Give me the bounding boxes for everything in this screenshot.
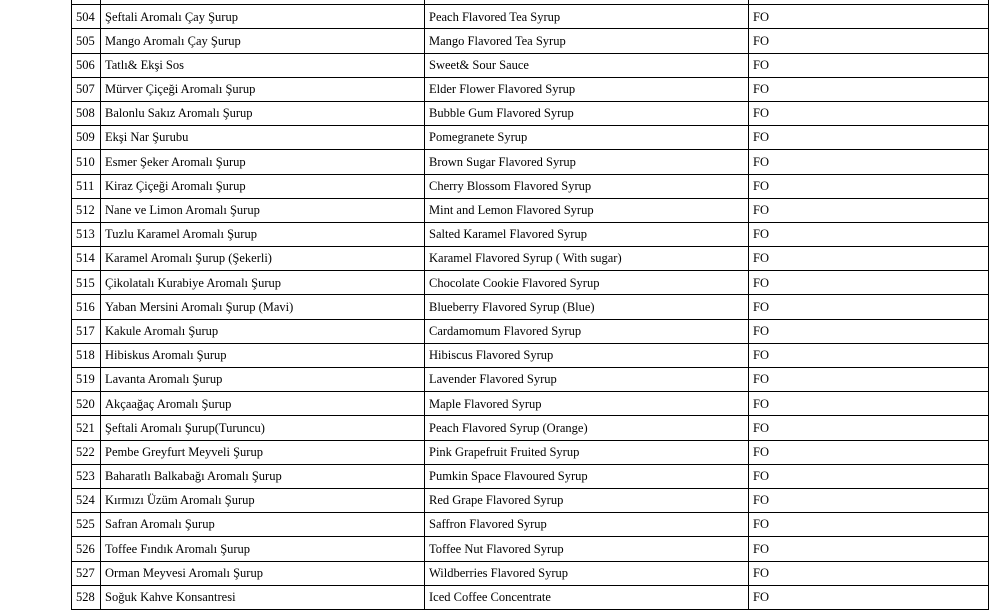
code-cell: FO (749, 488, 989, 512)
turkish-name-cell: Safran Aromalı Şurup (101, 513, 425, 537)
table-row (72, 488, 989, 512)
row-number-cell: 509 (72, 126, 101, 150)
turkish-name-cell: Pembe Greyfurt Meyveli Şurup (101, 440, 425, 464)
code-cell: FO (749, 29, 989, 53)
table-row (72, 53, 989, 77)
english-name-cell: Maple Flavored Syrup (425, 392, 749, 416)
english-name-cell: Sweet& Sour Sauce (425, 53, 749, 77)
english-name-cell: Mint and Lemon Flavored Syrup (425, 198, 749, 222)
english-name-cell: Saffron Flavored Syrup (425, 513, 749, 537)
row-number-cell: 512 (72, 198, 101, 222)
row-number-cell: 504 (72, 5, 101, 29)
table-row (72, 368, 989, 392)
row-number-cell: 527 (72, 561, 101, 585)
code-cell: FO (749, 343, 989, 367)
row-number-cell: 520 (72, 392, 101, 416)
table-row (72, 174, 989, 198)
table-row (72, 29, 989, 53)
row-number-cell: 517 (72, 319, 101, 343)
code-cell: FO (749, 5, 989, 29)
row-number-cell: 506 (72, 53, 101, 77)
code-cell: FO (749, 101, 989, 125)
english-name-cell: Bubble Gum Flavored Syrup (425, 101, 749, 125)
turkish-name-cell: Balonlu Sakız Aromalı Şurup (101, 101, 425, 125)
table-row (72, 464, 989, 488)
code-cell: FO (749, 464, 989, 488)
table-row (72, 198, 989, 222)
table-row (72, 126, 989, 150)
table-row (72, 77, 989, 101)
english-name-cell: Karamel Flavored Syrup ( With sugar) (425, 247, 749, 271)
english-name-cell: Pomegranete Syrup (425, 126, 749, 150)
turkish-name-cell: Kakule Aromalı Şurup (101, 319, 425, 343)
english-name-cell: Blueberry Flavored Syrup (Blue) (425, 295, 749, 319)
row-number-cell: 515 (72, 271, 101, 295)
code-cell: FO (749, 77, 989, 101)
table-row (72, 247, 989, 271)
row-number-cell: 511 (72, 174, 101, 198)
code-cell: FO (749, 416, 989, 440)
row-number-cell: 528 (72, 585, 101, 609)
turkish-name-cell: Tatlı& Ekşi Sos (101, 53, 425, 77)
code-cell: FO (749, 513, 989, 537)
code-cell: FO (749, 174, 989, 198)
english-name-cell: Wildberries Flavored Syrup (425, 561, 749, 585)
code-cell: FO (749, 126, 989, 150)
product-table (71, 0, 989, 610)
table-row (72, 222, 989, 246)
code-cell: FO (749, 271, 989, 295)
row-number-cell: 525 (72, 513, 101, 537)
code-cell: FO (749, 368, 989, 392)
code-cell: FO (749, 247, 989, 271)
turkish-name-cell: Nane ve Limon Aromalı Şurup (101, 198, 425, 222)
row-number-cell: 510 (72, 150, 101, 174)
code-cell: FO (749, 53, 989, 77)
table-row (72, 513, 989, 537)
table-row (72, 561, 989, 585)
row-number-cell: 524 (72, 488, 101, 512)
row-number-cell: 518 (72, 343, 101, 367)
row-number-cell: 526 (72, 537, 101, 561)
turkish-name-cell: Soğuk Kahve Konsantresi (101, 585, 425, 609)
row-number-cell: 507 (72, 77, 101, 101)
table-row (72, 343, 989, 367)
code-cell: FO (749, 585, 989, 609)
english-name-cell: Peach Flavored Syrup (Orange) (425, 416, 749, 440)
english-name-cell: Mango Flavored Tea Syrup (425, 29, 749, 53)
table-row (72, 416, 989, 440)
turkish-name-cell: Çikolatalı Kurabiye Aromalı Şurup (101, 271, 425, 295)
table-row (72, 319, 989, 343)
english-name-cell: Peach Flavored Tea Syrup (425, 5, 749, 29)
code-cell: FO (749, 222, 989, 246)
table-row (72, 101, 989, 125)
row-number-cell: 519 (72, 368, 101, 392)
english-name-cell: Brown Sugar Flavored Syrup (425, 150, 749, 174)
turkish-name-cell: Akçaağaç Aromalı Şurup (101, 392, 425, 416)
table-row (72, 271, 989, 295)
table-row (72, 150, 989, 174)
turkish-name-cell: Kiraz Çiçeği Aromalı Şurup (101, 174, 425, 198)
english-name-cell: Salted Karamel Flavored Syrup (425, 222, 749, 246)
table-row (72, 585, 989, 609)
row-number-cell: 513 (72, 222, 101, 246)
turkish-name-cell: Mürver Çiçeği Aromalı Şurup (101, 77, 425, 101)
table-row (72, 392, 989, 416)
turkish-name-cell: Esmer Şeker Aromalı Şurup (101, 150, 425, 174)
code-cell: FO (749, 561, 989, 585)
code-cell: FO (749, 537, 989, 561)
table-row (72, 5, 989, 29)
english-name-cell: Cherry Blossom Flavored Syrup (425, 174, 749, 198)
row-number-cell: 505 (72, 29, 101, 53)
turkish-name-cell: Şeftali Aromalı Çay Şurup (101, 5, 425, 29)
table-row (72, 537, 989, 561)
table-row (72, 295, 989, 319)
english-name-cell: Pink Grapefruit Fruited Syrup (425, 440, 749, 464)
code-cell: FO (749, 150, 989, 174)
english-name-cell: Iced Coffee Concentrate (425, 585, 749, 609)
code-cell: FO (749, 295, 989, 319)
row-number-cell: 522 (72, 440, 101, 464)
english-name-cell: Cardamomum Flavored Syrup (425, 319, 749, 343)
turkish-name-cell: Yaban Mersini Aromalı Şurup (Mavi) (101, 295, 425, 319)
turkish-name-cell: Mango Aromalı Çay Şurup (101, 29, 425, 53)
table-row (72, 440, 989, 464)
turkish-name-cell: Baharatlı Balkabağı Aromalı Şurup (101, 464, 425, 488)
turkish-name-cell: Lavanta Aromalı Şurup (101, 368, 425, 392)
row-number-cell: 516 (72, 295, 101, 319)
code-cell: FO (749, 198, 989, 222)
turkish-name-cell: Hibiskus Aromalı Şurup (101, 343, 425, 367)
english-name-cell: Pumkin Space Flavoured Syrup (425, 464, 749, 488)
english-name-cell: Chocolate Cookie Flavored Syrup (425, 271, 749, 295)
code-cell: FO (749, 319, 989, 343)
turkish-name-cell: Orman Meyvesi Aromalı Şurup (101, 561, 425, 585)
row-number-cell: 508 (72, 101, 101, 125)
row-number-cell: 521 (72, 416, 101, 440)
turkish-name-cell: Karamel Aromalı Şurup (Şekerli) (101, 247, 425, 271)
turkish-name-cell: Toffee Fındık Aromalı Şurup (101, 537, 425, 561)
row-number-cell: 514 (72, 247, 101, 271)
turkish-name-cell: Ekşi Nar Şurubu (101, 126, 425, 150)
english-name-cell: Elder Flower Flavored Syrup (425, 77, 749, 101)
english-name-cell: Red Grape Flavored Syrup (425, 488, 749, 512)
code-cell: FO (749, 440, 989, 464)
code-cell: FO (749, 392, 989, 416)
turkish-name-cell: Şeftali Aromalı Şurup(Turuncu) (101, 416, 425, 440)
table-body (72, 0, 989, 609)
english-name-cell: Lavender Flavored Syrup (425, 368, 749, 392)
turkish-name-cell: Tuzlu Karamel Aromalı Şurup (101, 222, 425, 246)
english-name-cell: Hibiscus Flavored Syrup (425, 343, 749, 367)
turkish-name-cell: Kırmızı Üzüm Aromalı Şurup (101, 488, 425, 512)
english-name-cell: Toffee Nut Flavored Syrup (425, 537, 749, 561)
row-number-cell: 523 (72, 464, 101, 488)
